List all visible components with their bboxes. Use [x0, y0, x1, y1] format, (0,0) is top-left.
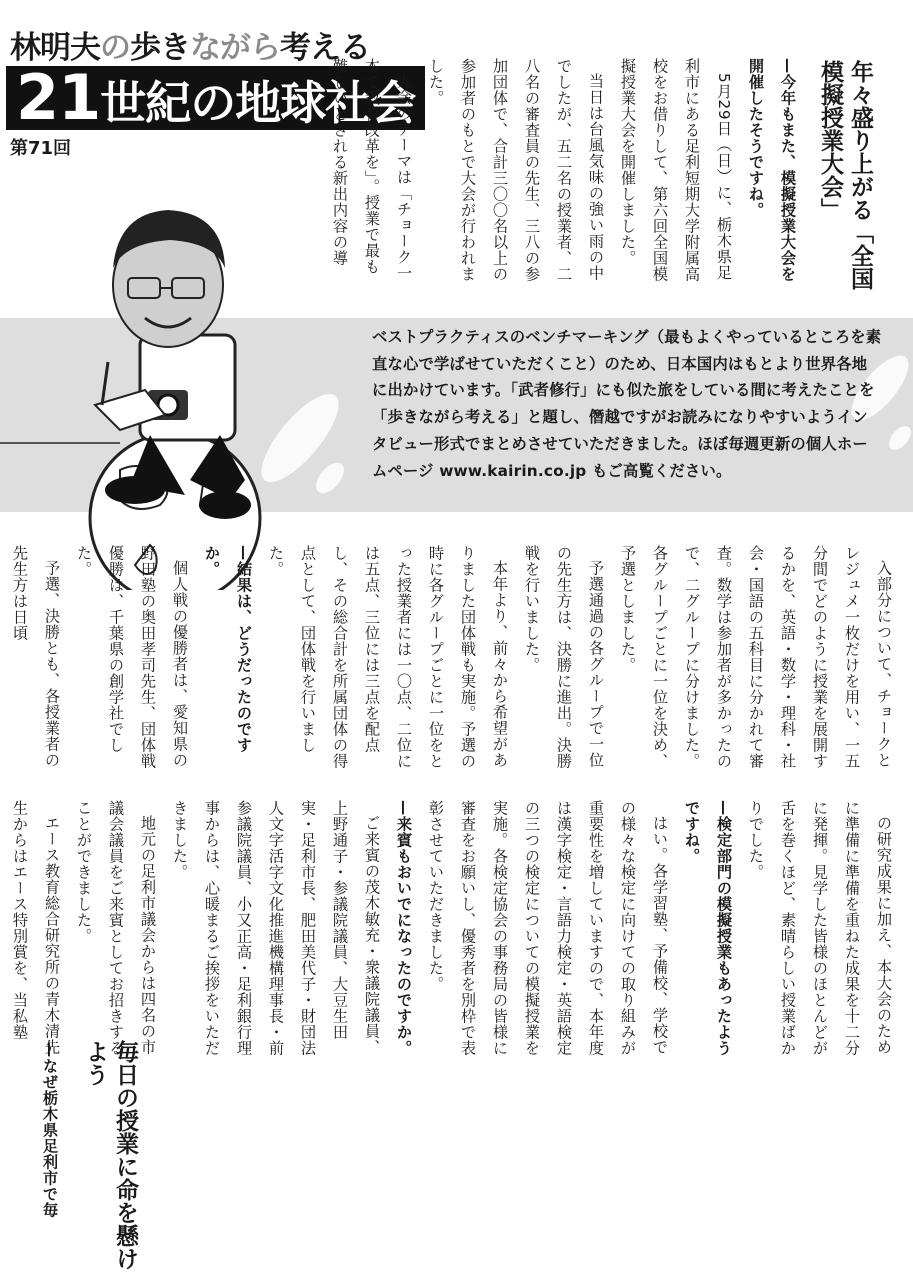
section-title-mock-lesson: 年々盛り上がる「全国模擬授業大会」 [817, 60, 873, 290]
paragraph: 予選、決勝とも、各授業者の先生方は日頃 [11, 545, 61, 769]
interview-question: — 今年もまた、模擬授業大会を開催したそうですね。 [740, 58, 804, 288]
paragraph: ご来賓の茂木敏充・衆議院議員、上野通子・参議院議員、大豆生田実・足利市長、肥田美代子・財団法人文字活字文化推進機構理事長・前参議院議員、小又正高・足利銀行理事からは、心暖まるご挨拶をいただきました。 [171, 800, 381, 1056]
interview-question: — なぜ栃木県足利市で毎 [34, 1042, 66, 1272]
paragraph: 入部分について、チョークとレジュメ一枚だけを用い、一五分間でどのように授業を展開するかを、英語・数学・理科・社会・国語の五科目に分かれて審査。数学は参加者が多かったので、二グループに分けました。各グループごとに一位を決め、予選としました。 [619, 545, 893, 769]
article-column-lower-right [11, 545, 900, 777]
paragraph: エース教育総合研究所の青木清先生からはエース特別賞を、当私塾 [11, 800, 61, 1056]
section-title-daily-lessons: 毎日の授業に命を懸けよう [82, 1040, 138, 1270]
interview-question: — 検定部門の模擬授業もあったようですね。 [676, 800, 740, 1068]
paragraph: 地元の足利市議会からは四名の市議会議員をご来賓としてお招きすることができました。 [75, 800, 157, 1056]
article-column-bottom [32, 1042, 66, 1272]
paragraph: 5月29日（日）に、栃木県足利市にある足利短期大学附属高校をお借りして、第六回全国模擬授業大会を開催しました。 [619, 58, 733, 282]
article-column-upper [276, 58, 804, 288]
interview-question: — 結果は、どうだったのですか。 [196, 545, 260, 777]
author-illustration [0, 150, 300, 590]
article-column-lower-left [10, 800, 900, 1068]
paragraph: 個人戦の優勝者は、愛知県の野田塾の奥田孝司先生、団体戦優勝は、千葉県の創学社でした。 [75, 545, 189, 769]
series-title: 林明夫の歩きながら考える [10, 30, 370, 66]
paragraph: 大会のテーマは「チョーク一本で教育改革を」。授業で最も難しいとされる新出内容の導 [331, 58, 413, 282]
paragraph: はい。各学習塾、予備校、学校での様々な検定に向けての取り組みが重要性を増していますので、本年度は漢字検定・言語力検定・英語検定の三つの検定についての模擬授業を実施。各検定協会の事務局の皆様に審査をお願いし、優秀者を別枠で表彰させていただきました。 [427, 800, 669, 1056]
paragraph: 当日は台風気味の強い雨の中でしたが、五二名の授業者、二八名の審査員の先生、三八の参加団体で、合計三〇〇名以上の参加者のもとで大会が行われました。 [427, 58, 605, 282]
intro-banner-text: ベストプラクティスのベンチマーキング（最もよくやっているところを素直な心で学ばせていただくこと）のため、日本国内はもとより世界各地に出かけています。「武者修行」にも似た旅をしている間に考えたことを「歩きながら考える」と題し、僭越ですがお読みになりやすいようインタビュー形式でまとめさせていただきました。ほぼ毎週更新の個人ホームページ www.kairin.co.jp もご高覧ください。 [372, 328, 882, 480]
paragraph: 予選通過の各グループで一位の先生方は、決勝に進出。決勝戦を行いました。 [523, 545, 605, 769]
paragraph: 本年より、前々から希望がありました団体戦も実施。予選の時に各グループごとに一位をとった授業者には一〇点、二位には五点、三位には三点を配点し、その総合計を所属団体の得点として、団体戦を行いました。 [267, 545, 509, 769]
main-title: 21世紀の地球社会 [6, 66, 425, 130]
interview-question: — 来賓もおいでになったのですか。 [388, 800, 420, 1068]
issue-number: 第71回 [10, 138, 72, 159]
paragraph: の研究成果に加え、本大会のために準備に準備を重ねた成果を十二分に発揮。見学した皆様のほとんどが舌を巻くほど、素晴らしい授業ばかりでした。 [747, 800, 893, 1056]
